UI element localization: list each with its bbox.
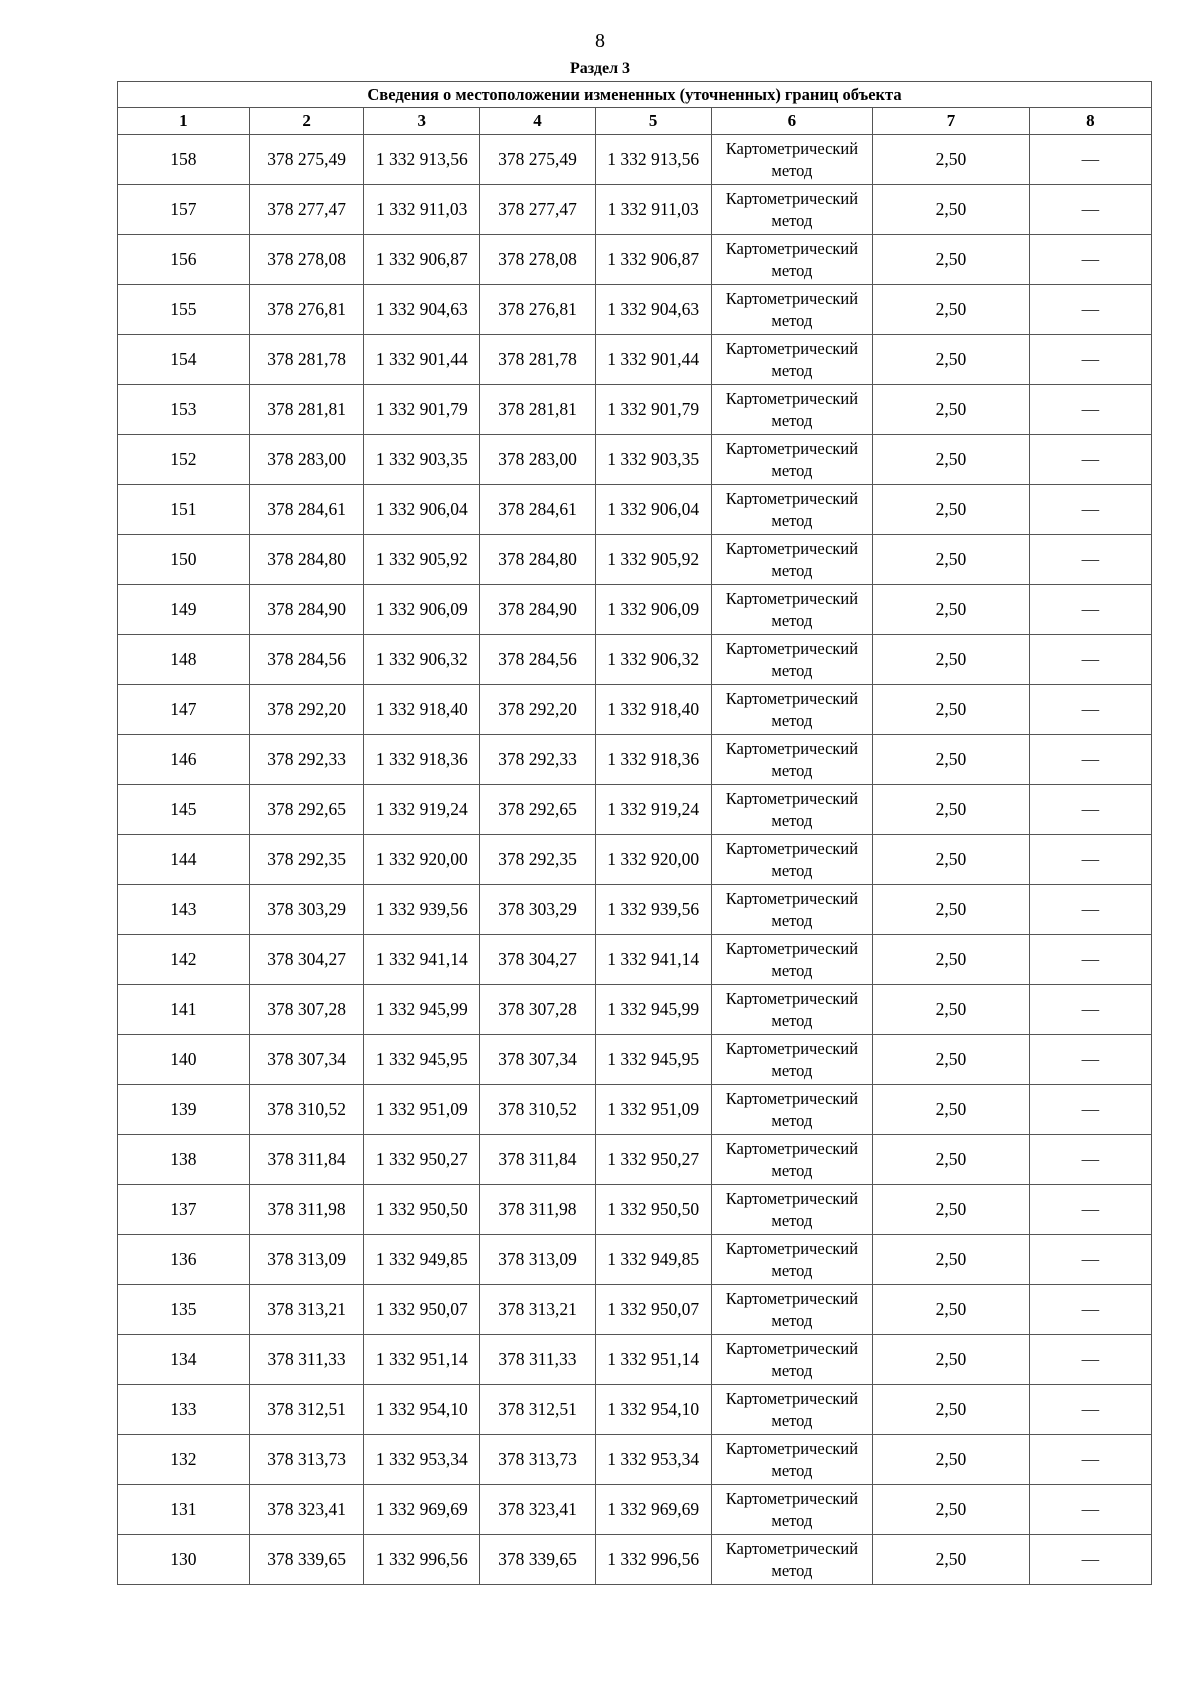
x-new-cell: 378 275,49 — [480, 135, 596, 185]
point-number-cell: 130 — [118, 1535, 250, 1585]
y-new-cell: 1 332 918,36 — [595, 735, 711, 785]
accuracy-cell: 2,50 — [873, 435, 1029, 485]
y-old-cell: 1 332 950,50 — [364, 1185, 480, 1235]
note-cell: — — [1029, 1235, 1151, 1285]
x-old-cell: 378 313,21 — [249, 1285, 364, 1335]
note-cell: — — [1029, 885, 1151, 935]
point-number-cell: 136 — [118, 1235, 250, 1285]
x-old-cell: 378 281,81 — [249, 385, 364, 435]
point-number-cell: 145 — [118, 785, 250, 835]
y-old-cell: 1 332 941,14 — [364, 935, 480, 985]
method-cell: Картометрический метод — [711, 1135, 873, 1185]
method-cell: Картометрический метод — [711, 435, 873, 485]
note-cell: — — [1029, 1535, 1151, 1585]
y-old-cell: 1 332 906,87 — [364, 235, 480, 285]
x-new-cell: 378 307,34 — [480, 1035, 596, 1085]
point-number-cell: 133 — [118, 1385, 250, 1435]
column-number-header: 4 — [480, 108, 596, 135]
y-old-cell: 1 332 954,10 — [364, 1385, 480, 1435]
accuracy-cell: 2,50 — [873, 1435, 1029, 1485]
table-row — [118, 685, 1152, 735]
accuracy-cell: 2,50 — [873, 1285, 1029, 1335]
y-new-cell: 1 332 901,79 — [595, 385, 711, 435]
y-new-cell: 1 332 904,63 — [595, 285, 711, 335]
y-old-cell: 1 332 920,00 — [364, 835, 480, 885]
method-cell: Картометрический метод — [711, 285, 873, 335]
method-cell: Картометрический метод — [711, 635, 873, 685]
point-number-cell: 151 — [118, 485, 250, 535]
accuracy-cell: 2,50 — [873, 635, 1029, 685]
x-new-cell: 378 292,33 — [480, 735, 596, 785]
y-old-cell: 1 332 949,85 — [364, 1235, 480, 1285]
x-old-cell: 378 311,84 — [249, 1135, 364, 1185]
x-old-cell: 378 292,33 — [249, 735, 364, 785]
accuracy-cell: 2,50 — [873, 1185, 1029, 1235]
x-old-cell: 378 323,41 — [249, 1485, 364, 1535]
method-cell: Картометрический метод — [711, 485, 873, 535]
x-new-cell: 378 311,98 — [480, 1185, 596, 1235]
table-row — [118, 635, 1152, 685]
accuracy-cell: 2,50 — [873, 535, 1029, 585]
y-old-cell: 1 332 906,04 — [364, 485, 480, 535]
x-old-cell: 378 313,73 — [249, 1435, 364, 1485]
method-cell: Картометрический метод — [711, 785, 873, 835]
point-number-cell: 144 — [118, 835, 250, 885]
y-new-cell: 1 332 906,04 — [595, 485, 711, 535]
table-row — [118, 835, 1152, 885]
y-old-cell: 1 332 901,79 — [364, 385, 480, 435]
y-new-cell: 1 332 905,92 — [595, 535, 711, 585]
x-new-cell: 378 313,73 — [480, 1435, 596, 1485]
method-cell: Картометрический метод — [711, 235, 873, 285]
note-cell: — — [1029, 985, 1151, 1035]
accuracy-cell: 2,50 — [873, 785, 1029, 835]
x-old-cell: 378 284,80 — [249, 535, 364, 585]
x-old-cell: 378 339,65 — [249, 1535, 364, 1585]
accuracy-cell: 2,50 — [873, 935, 1029, 985]
accuracy-cell: 2,50 — [873, 1135, 1029, 1185]
accuracy-cell: 2,50 — [873, 1085, 1029, 1135]
table-row — [118, 185, 1152, 235]
point-number-cell: 140 — [118, 1035, 250, 1085]
y-old-cell: 1 332 913,56 — [364, 135, 480, 185]
x-old-cell: 378 310,52 — [249, 1085, 364, 1135]
method-cell: Картометрический метод — [711, 985, 873, 1035]
y-new-cell: 1 332 906,09 — [595, 585, 711, 635]
y-new-cell: 1 332 950,50 — [595, 1185, 711, 1235]
table-row — [118, 1485, 1152, 1535]
x-old-cell: 378 292,65 — [249, 785, 364, 835]
x-old-cell: 378 292,20 — [249, 685, 364, 735]
table-row — [118, 335, 1152, 385]
accuracy-cell: 2,50 — [873, 885, 1029, 935]
y-old-cell: 1 332 906,09 — [364, 585, 480, 635]
x-new-cell: 378 284,61 — [480, 485, 596, 535]
method-cell: Картометрический метод — [711, 1535, 873, 1585]
table-row — [118, 1385, 1152, 1435]
x-new-cell: 378 284,56 — [480, 635, 596, 685]
point-number-cell: 149 — [118, 585, 250, 635]
x-old-cell: 378 311,33 — [249, 1335, 364, 1385]
table-row — [118, 985, 1152, 1035]
table-row — [118, 385, 1152, 435]
note-cell: — — [1029, 235, 1151, 285]
y-new-cell: 1 332 953,34 — [595, 1435, 711, 1485]
method-cell: Картометрический метод — [711, 535, 873, 585]
accuracy-cell: 2,50 — [873, 985, 1029, 1035]
note-cell: — — [1029, 1035, 1151, 1085]
table-row — [118, 135, 1152, 185]
note-cell: — — [1029, 335, 1151, 385]
point-number-cell: 148 — [118, 635, 250, 685]
x-old-cell: 378 304,27 — [249, 935, 364, 985]
table-caption-row — [118, 82, 1152, 108]
point-number-cell: 146 — [118, 735, 250, 785]
coordinates-table — [117, 81, 1152, 1585]
accuracy-cell: 2,50 — [873, 685, 1029, 735]
method-cell: Картометрический метод — [711, 1085, 873, 1135]
note-cell: — — [1029, 635, 1151, 685]
method-cell: Картометрический метод — [711, 385, 873, 435]
note-cell: — — [1029, 835, 1151, 885]
point-number-cell: 142 — [118, 935, 250, 985]
y-new-cell: 1 332 951,14 — [595, 1335, 711, 1385]
y-old-cell: 1 332 905,92 — [364, 535, 480, 585]
x-old-cell: 378 277,47 — [249, 185, 364, 235]
x-new-cell: 378 281,78 — [480, 335, 596, 385]
note-cell: — — [1029, 1385, 1151, 1435]
method-cell: Картометрический метод — [711, 1485, 873, 1535]
point-number-cell: 158 — [118, 135, 250, 185]
accuracy-cell: 2,50 — [873, 1485, 1029, 1535]
y-new-cell: 1 332 913,56 — [595, 135, 711, 185]
x-new-cell: 378 276,81 — [480, 285, 596, 335]
point-number-cell: 157 — [118, 185, 250, 235]
x-old-cell: 378 307,28 — [249, 985, 364, 1035]
y-old-cell: 1 332 996,56 — [364, 1535, 480, 1585]
note-cell: — — [1029, 535, 1151, 585]
y-old-cell: 1 332 918,36 — [364, 735, 480, 785]
x-new-cell: 378 339,65 — [480, 1535, 596, 1585]
x-old-cell: 378 303,29 — [249, 885, 364, 935]
table-row — [118, 1285, 1152, 1335]
y-old-cell: 1 332 950,27 — [364, 1135, 480, 1185]
table-row — [118, 885, 1152, 935]
table-row — [118, 285, 1152, 335]
point-number-cell: 147 — [118, 685, 250, 735]
y-old-cell: 1 332 903,35 — [364, 435, 480, 485]
x-new-cell: 378 284,90 — [480, 585, 596, 635]
y-new-cell: 1 332 941,14 — [595, 935, 711, 985]
method-cell: Картометрический метод — [711, 185, 873, 235]
y-new-cell: 1 332 903,35 — [595, 435, 711, 485]
point-number-cell: 156 — [118, 235, 250, 285]
column-number-header: 6 — [711, 108, 873, 135]
point-number-cell: 141 — [118, 985, 250, 1035]
x-new-cell: 378 310,52 — [480, 1085, 596, 1135]
y-old-cell: 1 332 904,63 — [364, 285, 480, 335]
accuracy-cell: 2,50 — [873, 1035, 1029, 1085]
method-cell: Картометрический метод — [711, 935, 873, 985]
note-cell: — — [1029, 585, 1151, 635]
point-number-cell: 138 — [118, 1135, 250, 1185]
point-number-cell: 132 — [118, 1435, 250, 1485]
table-row — [118, 1435, 1152, 1485]
method-cell: Картометрический метод — [711, 1285, 873, 1335]
y-new-cell: 1 332 918,40 — [595, 685, 711, 735]
table-row — [118, 1335, 1152, 1385]
column-number-header: 8 — [1029, 108, 1151, 135]
table-row — [118, 785, 1152, 835]
note-cell: — — [1029, 735, 1151, 785]
x-old-cell: 378 284,90 — [249, 585, 364, 635]
y-old-cell: 1 332 906,32 — [364, 635, 480, 685]
note-cell: — — [1029, 1485, 1151, 1535]
y-old-cell: 1 332 901,44 — [364, 335, 480, 385]
accuracy-cell: 2,50 — [873, 335, 1029, 385]
method-cell: Картометрический метод — [711, 1235, 873, 1285]
table-row — [118, 935, 1152, 985]
x-old-cell: 378 284,61 — [249, 485, 364, 535]
table-row — [118, 1185, 1152, 1235]
table-row — [118, 1085, 1152, 1135]
column-number-row — [118, 108, 1152, 135]
note-cell: — — [1029, 285, 1151, 335]
column-number-header: 3 — [364, 108, 480, 135]
section-title: Раздел 3 — [569, 60, 631, 77]
y-new-cell: 1 332 950,07 — [595, 1285, 711, 1335]
x-new-cell: 378 307,28 — [480, 985, 596, 1035]
accuracy-cell: 2,50 — [873, 1335, 1029, 1385]
column-number-header: 2 — [249, 108, 364, 135]
x-new-cell: 378 303,29 — [480, 885, 596, 935]
x-new-cell: 378 313,09 — [480, 1235, 596, 1285]
point-number-cell: 154 — [118, 335, 250, 385]
accuracy-cell: 2,50 — [873, 235, 1029, 285]
x-old-cell: 378 313,09 — [249, 1235, 364, 1285]
accuracy-cell: 2,50 — [873, 185, 1029, 235]
point-number-cell: 143 — [118, 885, 250, 935]
x-new-cell: 378 311,84 — [480, 1135, 596, 1185]
y-new-cell: 1 332 969,69 — [595, 1485, 711, 1535]
table-row — [118, 1035, 1152, 1085]
method-cell: Картометрический метод — [711, 1335, 873, 1385]
point-number-cell: 139 — [118, 1085, 250, 1135]
column-number-header: 7 — [873, 108, 1029, 135]
method-cell: Картометрический метод — [711, 1435, 873, 1485]
y-old-cell: 1 332 969,69 — [364, 1485, 480, 1535]
y-old-cell: 1 332 951,09 — [364, 1085, 480, 1135]
x-old-cell: 378 275,49 — [249, 135, 364, 185]
x-old-cell: 378 292,35 — [249, 835, 364, 885]
x-new-cell: 378 278,08 — [480, 235, 596, 285]
note-cell: — — [1029, 1135, 1151, 1185]
y-new-cell: 1 332 939,56 — [595, 885, 711, 935]
x-old-cell: 378 276,81 — [249, 285, 364, 335]
y-new-cell: 1 332 920,00 — [595, 835, 711, 885]
table-row — [118, 735, 1152, 785]
note-cell: — — [1029, 485, 1151, 535]
x-old-cell: 378 278,08 — [249, 235, 364, 285]
x-new-cell: 378 284,80 — [480, 535, 596, 585]
y-new-cell: 1 332 919,24 — [595, 785, 711, 835]
note-cell: — — [1029, 435, 1151, 485]
y-new-cell: 1 332 906,32 — [595, 635, 711, 685]
y-old-cell: 1 332 945,95 — [364, 1035, 480, 1085]
y-old-cell: 1 332 953,34 — [364, 1435, 480, 1485]
table-row — [118, 1535, 1152, 1585]
table-body — [118, 135, 1152, 1585]
x-new-cell: 378 281,81 — [480, 385, 596, 435]
x-new-cell: 378 311,33 — [480, 1335, 596, 1385]
y-new-cell: 1 332 950,27 — [595, 1135, 711, 1185]
x-old-cell: 378 312,51 — [249, 1385, 364, 1435]
y-new-cell: 1 332 949,85 — [595, 1235, 711, 1285]
table-row — [118, 535, 1152, 585]
table-caption: Сведения о местоположении измененных (уточненных) границ объекта — [118, 82, 1152, 108]
accuracy-cell: 2,50 — [873, 1385, 1029, 1435]
method-cell: Картометрический метод — [711, 1385, 873, 1435]
x-old-cell: 378 281,78 — [249, 335, 364, 385]
note-cell: — — [1029, 135, 1151, 185]
x-new-cell: 378 292,20 — [480, 685, 596, 735]
y-old-cell: 1 332 919,24 — [364, 785, 480, 835]
y-new-cell: 1 332 954,10 — [595, 1385, 711, 1435]
note-cell: — — [1029, 385, 1151, 435]
note-cell: — — [1029, 1285, 1151, 1335]
table-row — [118, 435, 1152, 485]
point-number-cell: 152 — [118, 435, 250, 485]
point-number-cell: 131 — [118, 1485, 250, 1535]
method-cell: Картометрический метод — [711, 835, 873, 885]
y-old-cell: 1 332 951,14 — [364, 1335, 480, 1385]
x-old-cell: 378 284,56 — [249, 635, 364, 685]
y-new-cell: 1 332 945,95 — [595, 1035, 711, 1085]
y-new-cell: 1 332 996,56 — [595, 1535, 711, 1585]
accuracy-cell: 2,50 — [873, 485, 1029, 535]
note-cell: — — [1029, 185, 1151, 235]
table-row — [118, 1235, 1152, 1285]
y-old-cell: 1 332 939,56 — [364, 885, 480, 935]
y-old-cell: 1 332 950,07 — [364, 1285, 480, 1335]
y-old-cell: 1 332 911,03 — [364, 185, 480, 235]
note-cell: — — [1029, 685, 1151, 735]
accuracy-cell: 2,50 — [873, 835, 1029, 885]
column-number-header: 5 — [595, 108, 711, 135]
accuracy-cell: 2,50 — [873, 1535, 1029, 1585]
point-number-cell: 135 — [118, 1285, 250, 1335]
column-number-header: 1 — [118, 108, 250, 135]
note-cell: — — [1029, 1185, 1151, 1235]
x-new-cell: 378 292,35 — [480, 835, 596, 885]
x-new-cell: 378 304,27 — [480, 935, 596, 985]
point-number-cell: 134 — [118, 1335, 250, 1385]
y-new-cell: 1 332 945,99 — [595, 985, 711, 1035]
table-row — [118, 585, 1152, 635]
table-row — [118, 235, 1152, 285]
x-new-cell: 378 292,65 — [480, 785, 596, 835]
accuracy-cell: 2,50 — [873, 135, 1029, 185]
point-number-cell: 153 — [118, 385, 250, 435]
x-new-cell: 378 277,47 — [480, 185, 596, 235]
x-new-cell: 378 323,41 — [480, 1485, 596, 1535]
method-cell: Картометрический метод — [711, 135, 873, 185]
x-new-cell: 378 283,00 — [480, 435, 596, 485]
note-cell: — — [1029, 785, 1151, 835]
accuracy-cell: 2,50 — [873, 735, 1029, 785]
method-cell: Картометрический метод — [711, 335, 873, 385]
method-cell: Картометрический метод — [711, 685, 873, 735]
method-cell: Картометрический метод — [711, 585, 873, 635]
y-new-cell: 1 332 901,44 — [595, 335, 711, 385]
point-number-cell: 155 — [118, 285, 250, 335]
point-number-cell: 137 — [118, 1185, 250, 1235]
method-cell: Картометрический метод — [711, 1035, 873, 1085]
table-row — [118, 485, 1152, 535]
y-new-cell: 1 332 911,03 — [595, 185, 711, 235]
y-old-cell: 1 332 918,40 — [364, 685, 480, 735]
point-number-cell: 150 — [118, 535, 250, 585]
x-new-cell: 378 313,21 — [480, 1285, 596, 1335]
accuracy-cell: 2,50 — [873, 385, 1029, 435]
x-old-cell: 378 283,00 — [249, 435, 364, 485]
y-new-cell: 1 332 906,87 — [595, 235, 711, 285]
accuracy-cell: 2,50 — [873, 285, 1029, 335]
note-cell: — — [1029, 935, 1151, 985]
method-cell: Картометрический метод — [711, 885, 873, 935]
method-cell: Картометрический метод — [711, 1185, 873, 1235]
method-cell: Картометрический метод — [711, 735, 873, 785]
x-old-cell: 378 307,34 — [249, 1035, 364, 1085]
note-cell: — — [1029, 1435, 1151, 1485]
note-cell: — — [1029, 1085, 1151, 1135]
x-old-cell: 378 311,98 — [249, 1185, 364, 1235]
x-new-cell: 378 312,51 — [480, 1385, 596, 1435]
table-row — [118, 1135, 1152, 1185]
y-old-cell: 1 332 945,99 — [364, 985, 480, 1035]
page-number: 8 — [595, 30, 605, 52]
accuracy-cell: 2,50 — [873, 1235, 1029, 1285]
y-new-cell: 1 332 951,09 — [595, 1085, 711, 1135]
note-cell: — — [1029, 1335, 1151, 1385]
accuracy-cell: 2,50 — [873, 585, 1029, 635]
